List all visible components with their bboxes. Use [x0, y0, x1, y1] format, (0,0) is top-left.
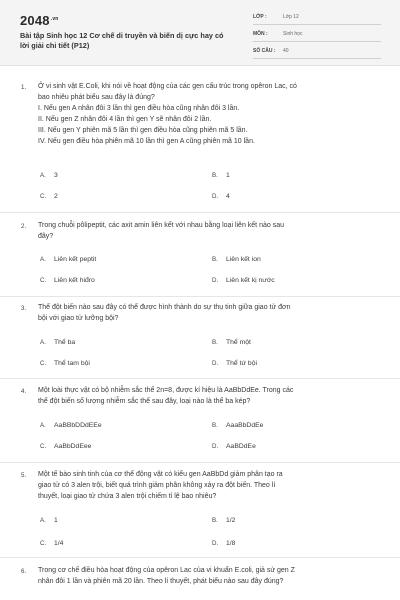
meta-subject-value: Sinh học — [283, 31, 303, 37]
document-header — [0, 0, 400, 66]
option-text: Thể tứ bội — [226, 360, 257, 367]
site-logo[interactable] — [20, 13, 59, 28]
question-line: Trong chuỗi pôlipeptit, các axit amin liên kết với nhau bằng loại liên kết nào sau — [38, 222, 284, 229]
document-title-line-2: lời giải chi tiết (P12) — [20, 41, 90, 50]
meta-class-value: Lớp 12 — [283, 14, 299, 20]
option-b[interactable] — [212, 256, 261, 263]
question-number: 1. — [21, 84, 27, 91]
meta-class — [253, 10, 381, 25]
option-letter: B. — [212, 256, 218, 263]
option-text: AaBDdEe — [226, 443, 256, 450]
option-c[interactable] — [40, 277, 95, 284]
question-line: giao tử có 3 alen trội, biết quá trình giảm phân không xảy ra đột biến. Theo lí — [38, 482, 276, 489]
question-divider — [0, 296, 400, 297]
question-line: bội với giao tử lưỡng bội? — [38, 315, 119, 322]
option-letter: D. — [212, 277, 219, 284]
option-letter: A. — [40, 339, 46, 346]
question-text — [38, 469, 383, 502]
question-line: II. Nếu gen Z nhân đôi 4 lần thì gen Y sẽ nhân đôi 2 lần. — [38, 116, 212, 123]
option-letter: B. — [212, 422, 218, 429]
option-text: 1/4 — [54, 540, 64, 547]
question-line: IV. Nếu gen điều hòa phiên mã 10 lần thì gen A cũng phiên mã 10 lần. — [38, 138, 255, 145]
option-text: Thể một — [226, 339, 251, 346]
option-text: Thể tam bội — [54, 360, 90, 367]
question-text — [38, 81, 383, 147]
option-letter: C. — [40, 277, 47, 284]
option-d[interactable] — [212, 360, 257, 367]
meta-question-count — [253, 44, 381, 59]
option-letter: C. — [40, 360, 47, 367]
option-a[interactable] — [40, 339, 75, 346]
meta-subject — [253, 27, 381, 42]
option-letter: C. — [40, 443, 47, 450]
option-letter: D. — [212, 360, 219, 367]
option-text: 3 — [54, 172, 58, 179]
option-text: Liên kết peptit — [54, 256, 97, 263]
question-text — [38, 385, 383, 407]
option-letter: A. — [40, 172, 46, 179]
question-number: 2. — [21, 223, 27, 230]
question-line: thể đột biến số lượng nhiễm sắc thể sau đây, loại nào là thể ba kép? — [38, 398, 251, 405]
question-divider — [0, 557, 400, 558]
option-text: AaBbDdEee — [54, 443, 92, 450]
option-letter: B. — [212, 172, 218, 179]
question-divider — [0, 212, 400, 213]
logo-suffix: .vn — [50, 15, 59, 22]
option-text: Thể ba — [54, 339, 76, 346]
option-letter: A. — [40, 517, 46, 524]
question-divider — [0, 378, 400, 379]
option-d[interactable] — [212, 277, 275, 284]
option-d[interactable] — [212, 540, 235, 547]
option-b[interactable] — [212, 422, 263, 429]
meta-count-value: 40 — [283, 48, 289, 54]
question-line: thuyết, loại giao tử chứa 3 alen trội chiếm tỉ lệ bao nhiêu? — [38, 493, 217, 500]
option-text: 4 — [226, 193, 230, 200]
option-letter: B. — [212, 339, 218, 346]
meta-count-label: SỐ CÂU : — [253, 48, 276, 54]
meta-class-label: LỚP : — [253, 14, 267, 20]
question-line: nhân đôi 1 lần và phiên mã 20 lần. Theo lí thuyết, phát biểu nào sau đây đúng? — [38, 578, 284, 585]
option-a[interactable] — [40, 256, 96, 263]
question-line: Thể đột biến nào sau đây có thể được hình thành do sự thụ tinh giữa giao tử đơn — [38, 304, 291, 311]
question-line: III. Nếu gen Y phiên mã 5 lần thì gen điều hòa cũng phiên mã 5 lần. — [38, 127, 248, 134]
question-line: Trong cơ chế điều hòa hoạt động của opêron Lac của vi khuẩn E.coli, giả sử gen Z — [38, 567, 295, 574]
question-line: Một loài thực vật có bộ nhiễm sắc thể 2n=8, được kí hiệu là AaBbDdEe. Trong các — [38, 387, 294, 394]
option-letter: C. — [40, 540, 47, 547]
question-line: bao nhiêu phát biểu sau đây là đúng? — [38, 94, 155, 101]
question-text — [38, 565, 383, 587]
option-b[interactable] — [212, 172, 230, 179]
option-text: 2 — [54, 193, 58, 200]
option-text: AaBBbDDdEEe — [54, 422, 102, 429]
option-b[interactable] — [212, 339, 251, 346]
option-c[interactable] — [40, 540, 63, 547]
option-text: Liên kết hiđro — [54, 277, 95, 284]
option-letter: A. — [40, 256, 46, 263]
question-divider — [0, 462, 400, 463]
option-a[interactable] — [40, 422, 102, 429]
option-a[interactable] — [40, 517, 58, 524]
option-c[interactable] — [40, 443, 91, 450]
option-d[interactable] — [212, 443, 256, 450]
option-text: Liên kết ion — [226, 256, 261, 263]
question-line: Ở vi sinh vật E.Coli, khi nói về hoạt động của các gen cấu trúc trong opêron Lac, có — [38, 83, 297, 90]
option-c[interactable] — [40, 193, 58, 200]
question-number: 4. — [21, 388, 27, 395]
option-letter: C. — [40, 193, 47, 200]
option-text: 1/8 — [226, 540, 236, 547]
question-text — [38, 302, 383, 324]
option-letter: D. — [212, 443, 219, 450]
question-line: Một tế bào sinh tinh của cơ thể động vật có kiểu gen AaBbDd giảm phân tạo ra — [38, 471, 283, 478]
option-letter: D. — [212, 540, 219, 547]
option-a[interactable] — [40, 172, 58, 179]
option-letter: D. — [212, 193, 219, 200]
question-number: 3. — [21, 305, 27, 312]
option-text: Liên kết kị nước — [226, 277, 275, 284]
document-title-line-1: Bài tập Sinh học 12 Cơ chế di truyền và biến dị cực hay có — [20, 31, 224, 40]
question-line: I. Nếu gen A nhân đôi 3 lần thì gen điều hòa cũng nhân đôi 3 lần. — [38, 105, 240, 112]
option-text: 1 — [54, 517, 58, 524]
option-b[interactable] — [212, 517, 235, 524]
question-text — [38, 220, 383, 242]
option-text: 1 — [226, 172, 230, 179]
document-title — [20, 31, 235, 51]
option-letter: B. — [212, 517, 218, 524]
option-text: 1/2 — [226, 517, 236, 524]
logo-text: 2048 — [20, 13, 50, 28]
option-c[interactable] — [40, 360, 90, 367]
option-text: AaaBbDdEe — [226, 422, 264, 429]
meta-subject-label: MÔN : — [253, 31, 268, 37]
question-line: đây? — [38, 233, 54, 240]
option-d[interactable] — [212, 193, 230, 200]
option-letter: A. — [40, 422, 46, 429]
question-number: 5. — [21, 472, 27, 479]
question-number: 6. — [21, 568, 27, 575]
